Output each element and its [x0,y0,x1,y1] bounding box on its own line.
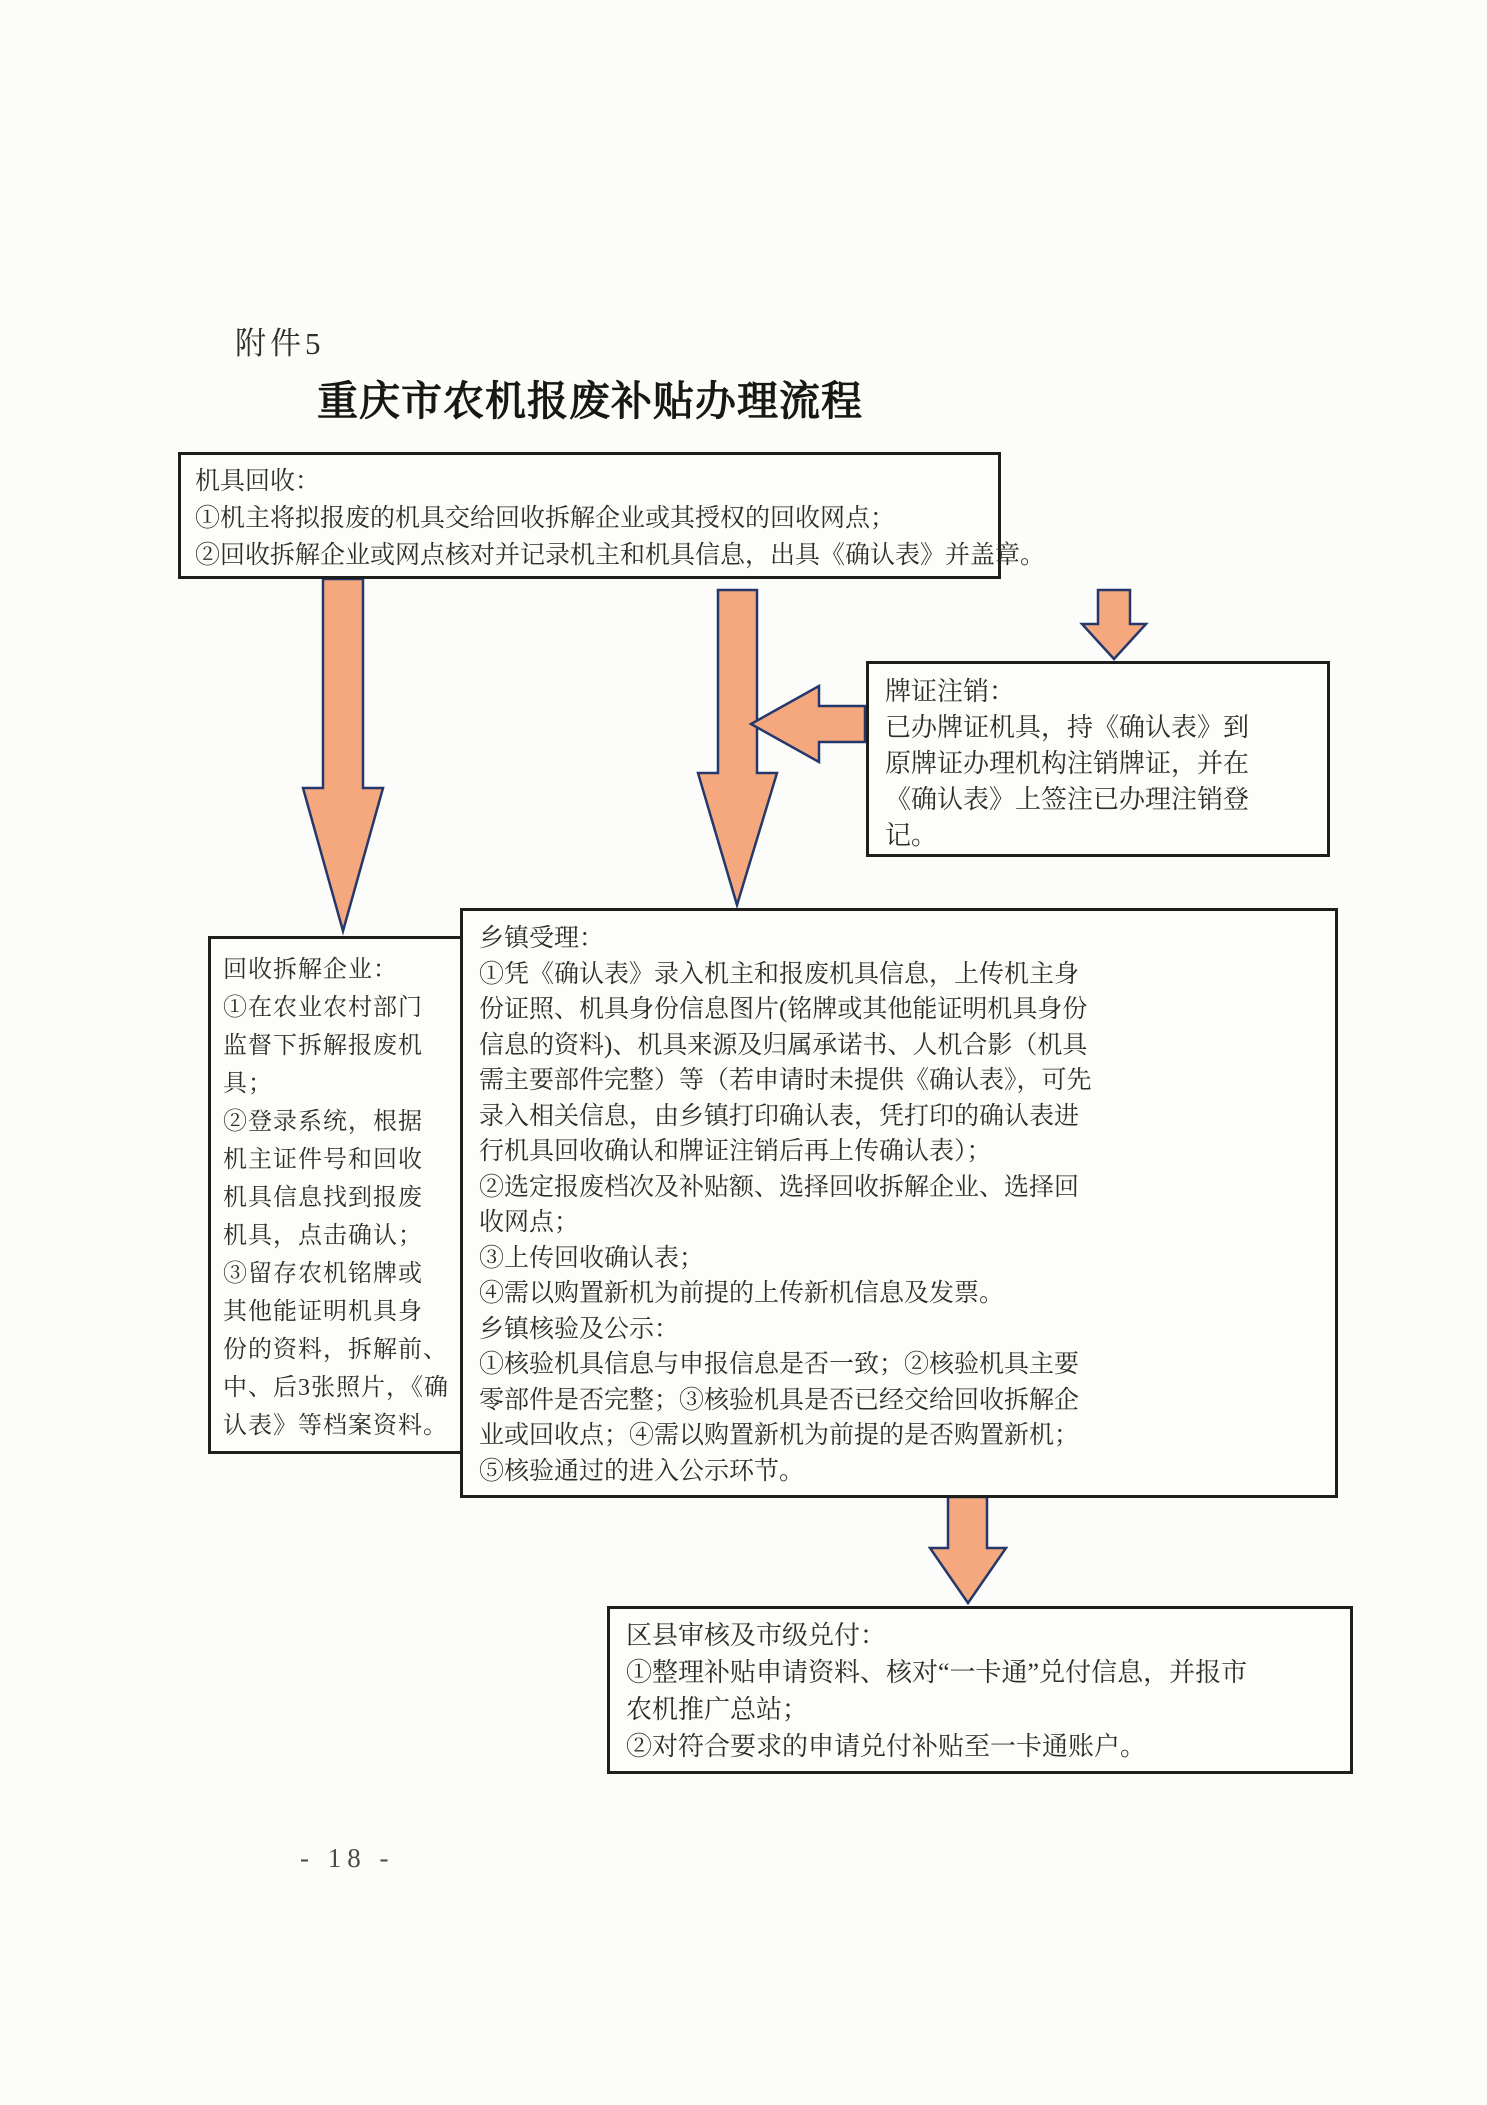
text-line: 具； [223,1071,273,1097]
text-line: ①整理补贴申请资料、核对“一卡通”兑付信息，并报市 [626,1658,1248,1687]
text-line: ①机主将拟报废的机具交给回收拆解企业或其授权的回收网点； [195,505,896,532]
text-line: 牌证注销： [885,677,1016,706]
flow-box-license-cancellation [866,661,1330,857]
text-line: ①凭《确认表》录入机主和报废机具信息，上传机主身 [479,960,1080,988]
text-line: 机主证件号和回收 [223,1147,423,1173]
text-line: ③留存农机铭牌或 [223,1261,423,1287]
text-line: ①在农业农村部门 [223,995,423,1021]
page-number: - 18 - [300,1843,395,1873]
text-line: 原牌证办理机构注销牌证，并在 [885,749,1250,778]
text-line: 其他能证明机具身 [223,1299,423,1325]
text-line: 乡镇受理： [479,925,605,952]
text-line: ②登录系统，根据 [223,1109,423,1135]
arrow-down-to-dismantler-icon [303,579,383,931]
text-line: 记。 [885,821,938,850]
flow-box-recycling-dismantler [208,936,481,1454]
text-line: 需主要部件完整）等（若申请时未提供《确认表》，可先 [479,1067,1092,1094]
flow-box-county-review-payment [607,1606,1353,1774]
text-line: 收网点； [479,1209,580,1236]
text-line: 《确认表》上签注已办理注销登 [885,785,1250,814]
arrow-left-from-license-icon [751,686,865,762]
text-line: ④需以购置新机为前提的上传新机信息及发票。 [479,1280,1005,1307]
text-line: 机具信息找到报废 [223,1185,423,1211]
text-line: 中、后3张照片，《确 [223,1375,449,1401]
text-line: 区县审核及市级兑付： [626,1621,887,1650]
text-line: 信息的资料)、机具来源及归属承诺书、人机合影（机具 [479,1031,1088,1059]
text-line: 乡镇核验及公示： [479,1315,680,1343]
text-line: 份的资料，拆解前、 [223,1337,448,1363]
text-line: ③上传回收确认表； [479,1244,705,1272]
text-line: 机具，点击确认； [223,1223,423,1249]
text-line: 认表》等档案资料。 [223,1413,448,1439]
arrow-down-to-county-icon [930,1497,1006,1603]
page-title: 重庆市农机报废补贴办理流程 [317,378,863,424]
text-line: 业或回收点；④需以购置新机为前提的是否购置新机； [479,1422,1080,1449]
arrow-down-to-license-icon [1082,590,1146,659]
text-line: 农机推广总站； [626,1695,809,1724]
text-line: ⑤核验通过的进入公示环节。 [479,1457,805,1485]
text-line: 监督下拆解报废机 [223,1033,423,1059]
text-line: ②对符合要求的申请兑付补贴至一卡通账户。 [626,1732,1147,1761]
text-line: 份证照、机具身份信息图片(铭牌或其他能证明机具身份 [479,996,1088,1023]
attachment-label: 附件5 [235,326,325,361]
text-line: 回收拆解企业： [223,957,398,983]
text-line: 零部件是否完整；③核验机具是否已经交给回收拆解企 [479,1386,1080,1414]
flow-box-township-acceptance [460,908,1338,1498]
text-line: 已办牌证机具，持《确认表》到 [885,713,1250,742]
text-line: ②选定报废档次及补贴额、选择回收拆解企业、选择回 [479,1173,1080,1201]
text-line: 行机具回收确认和牌证注销后再上传确认表）； [479,1138,992,1165]
text-line: 机具回收： [195,468,321,495]
text-line: ①核验机具信息与申报信息是否一致；②核验机具主要 [479,1351,1080,1378]
text-line: ②回收拆解企业或网点核对并记录机主和机具信息，出具《确认表》并盖章。 [195,542,1046,569]
text-line: 录入相关信息，由乡镇打印确认表，凭打印的确认表进 [479,1102,1080,1130]
arrow-down-to-township-icon [698,590,777,905]
flow-box-machine-recovery [178,452,1046,579]
